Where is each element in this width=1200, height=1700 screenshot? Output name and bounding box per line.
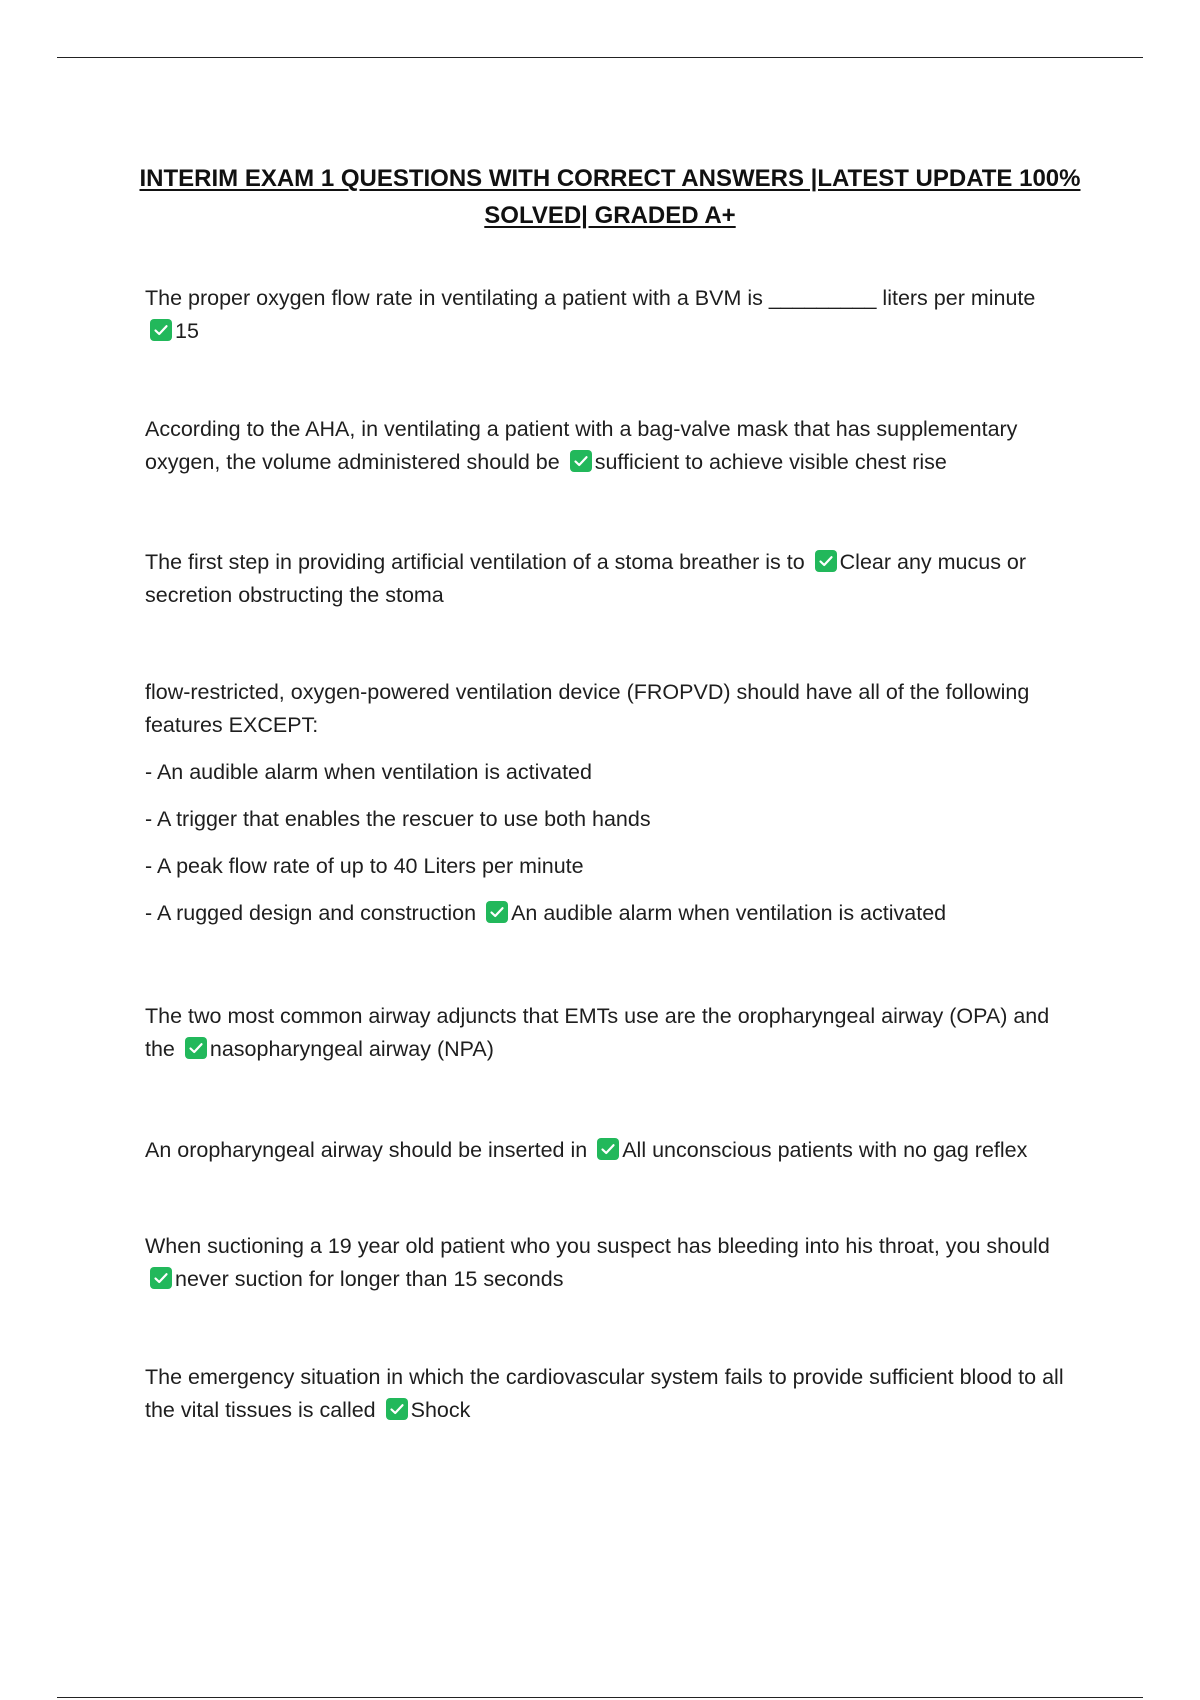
qa-paragraph [145, 1230, 1085, 1296]
answer-text: sufficient to achieve visible chest rise [594, 450, 947, 474]
question-text: The proper oxygen flow rate in ventilating a patient with a BVM is _________ liters per minute [145, 286, 1036, 310]
answer-text: Clear any mucus or secretion obstructing the stoma [145, 550, 1027, 607]
answer-text: Shock [410, 1398, 471, 1422]
answer-text: All unconscious patients with no gag reflex [622, 1138, 1028, 1162]
qa-paragraph [145, 1000, 1085, 1066]
question-text: According to the AHA, in ventilating a patient with a bag-valve mask that has supplementary oxygen, the volume administered should be [145, 417, 1018, 474]
qa-item-5 [145, 1000, 1085, 1066]
qa-paragraph [145, 1134, 1085, 1167]
green-checkmark-icon [386, 1398, 408, 1420]
qa-item-4 [145, 676, 1085, 930]
option-4-with-answer [145, 897, 1085, 930]
question-text: flow-restricted, oxygen-powered ventilation device (FROPVD) should have all of the following features EXCEPT: [145, 680, 1030, 737]
question-text: The two most common airway adjuncts that EMTs use are the oropharyngeal airway (OPA) and the [145, 1004, 1050, 1061]
option-2: - A trigger that enables the rescuer to use both hands [145, 807, 651, 831]
option-3: - A peak flow rate of up to 40 Liters per minute [145, 854, 584, 878]
green-checkmark-icon [486, 901, 508, 923]
green-checkmark-icon [185, 1037, 207, 1059]
top-rule [57, 57, 1143, 58]
answer-text: 15 [175, 319, 199, 343]
question-text: An oropharyngeal airway should be inserted in [145, 1138, 588, 1162]
option-4: - A rugged design and construction [145, 901, 477, 925]
qa-paragraph [145, 282, 1085, 348]
question-text: The first step in providing artificial ventilation of a stoma breather is to [145, 550, 805, 574]
qa-item-8 [145, 1361, 1085, 1427]
green-checkmark-icon [150, 319, 172, 341]
bottom-rule [57, 1697, 1143, 1698]
green-checkmark-icon [150, 1267, 172, 1289]
option-1: - An audible alarm when ventilation is activated [145, 760, 592, 784]
qa-item-3 [145, 546, 1085, 612]
answer-text: nasopharyngeal airway (NPA) [209, 1037, 494, 1061]
green-checkmark-icon [570, 450, 592, 472]
green-checkmark-icon [597, 1138, 619, 1160]
qa-paragraph [145, 1361, 1085, 1427]
question-text: The emergency situation in which the cardiovascular system fails to provide sufficient blood to all the vital tissues is called [145, 1365, 1064, 1422]
qa-item-6 [145, 1134, 1085, 1167]
qa-item-2 [145, 413, 1085, 479]
question-text: When suctioning a 19 year old patient who you suspect has bleeding into his throat, you should [145, 1234, 1050, 1258]
document-title: INTERIM EXAM 1 QUESTIONS WITH CORRECT ANSWERS |LATEST UPDATE 100% SOLVED| GRADED A+ [139, 165, 1081, 230]
qa-paragraph [145, 413, 1085, 479]
qa-item-1 [145, 282, 1085, 348]
answer-text: An audible alarm when ventilation is activated [511, 901, 947, 925]
qa-item-7 [145, 1230, 1085, 1296]
qa-paragraph [145, 546, 1085, 612]
green-checkmark-icon [815, 550, 837, 572]
answer-text: never suction for longer than 15 seconds [175, 1267, 564, 1291]
